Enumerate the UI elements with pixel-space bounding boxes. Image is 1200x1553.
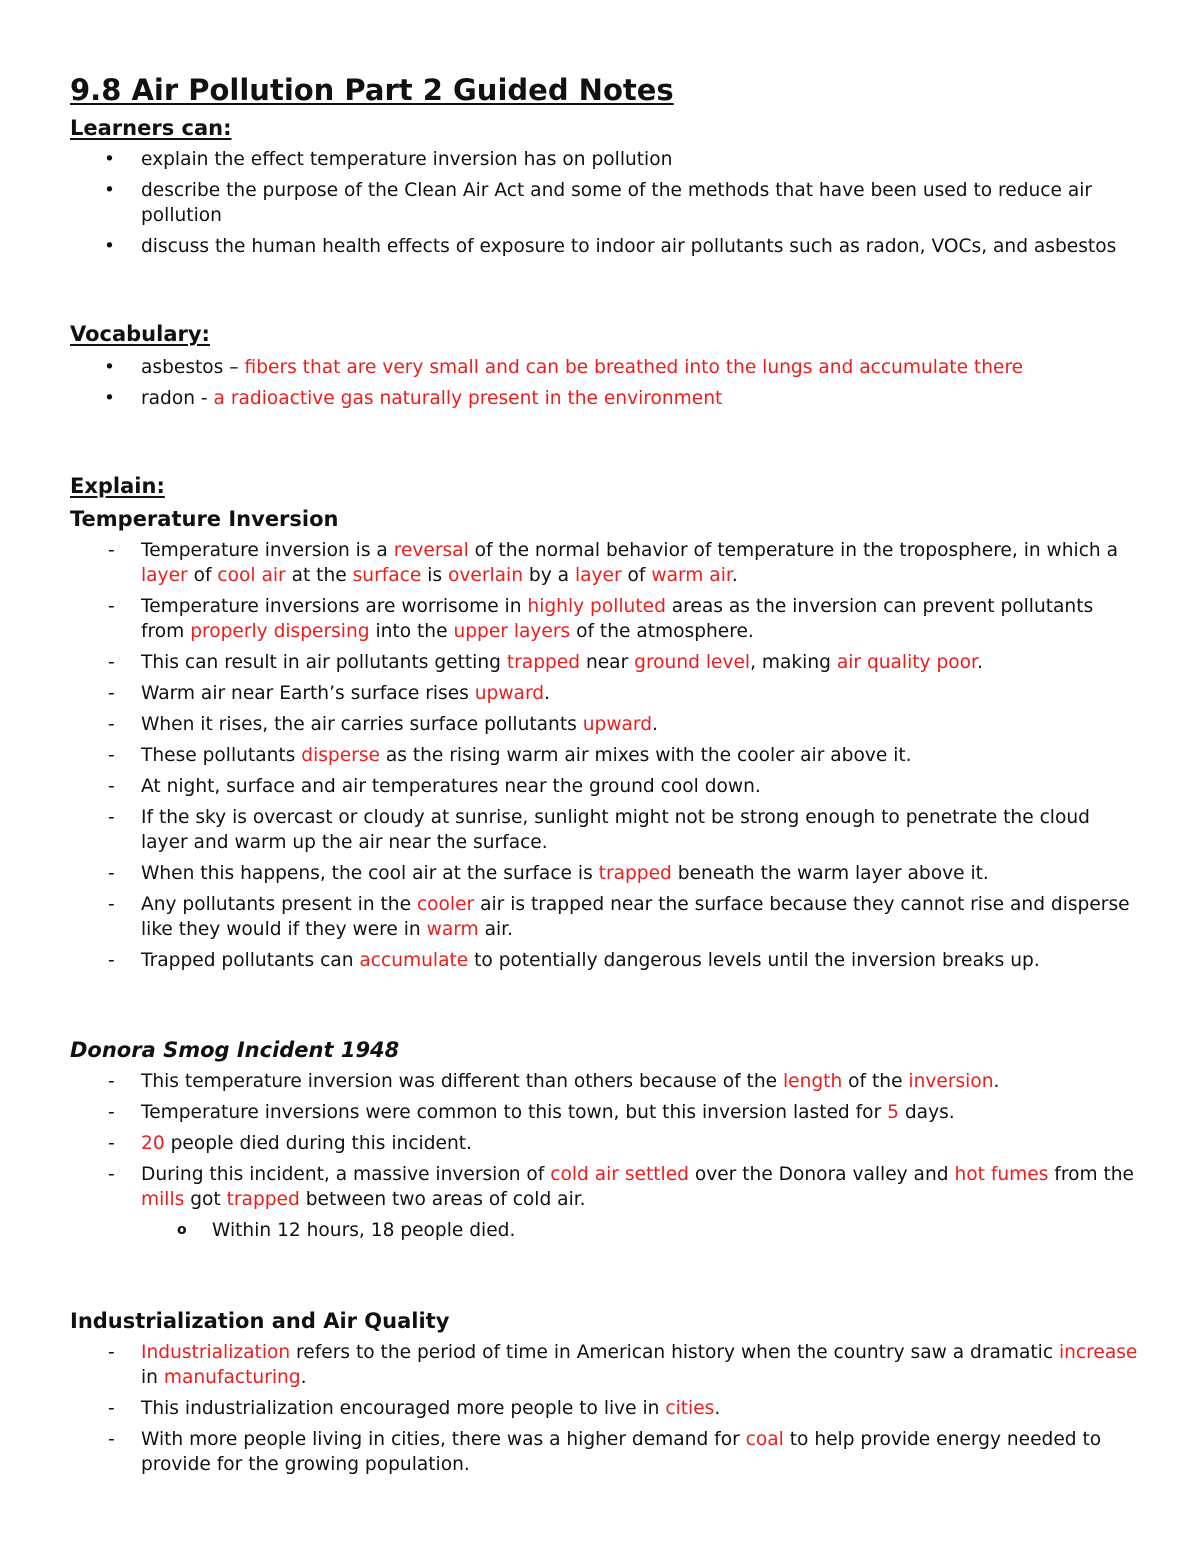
list-item	[0, 774, 1141, 799]
answer-text: 20	[141, 1133, 165, 1154]
list-marker: -	[108, 1398, 115, 1419]
answer-text: upper layers	[453, 621, 571, 642]
vocab-item	[0, 355, 1141, 380]
list-marker: -	[108, 1102, 115, 1123]
list-marker: -	[108, 807, 115, 828]
list-item	[0, 1427, 1141, 1477]
list-marker: -	[108, 776, 115, 797]
answer-text: cold air settled	[550, 1164, 689, 1185]
answer-text: inversion	[908, 1071, 994, 1092]
list-marker: -	[108, 1133, 115, 1154]
list-marker: -	[108, 894, 115, 915]
list-item	[0, 538, 1141, 588]
answer-text: upward	[582, 714, 653, 735]
list-marker: -	[108, 950, 115, 971]
list-marker: -	[108, 1342, 115, 1363]
note-text: .	[993, 1071, 1000, 1092]
note-text: This temperature inversion was different than others because of the	[141, 1071, 783, 1092]
note-text: These pollutants	[141, 745, 302, 766]
note-text: of the	[842, 1071, 909, 1092]
note-text: Temperature inversions are worrisome in	[141, 596, 528, 617]
note-text: .	[976, 652, 983, 673]
answer-text: mills	[141, 1189, 185, 1210]
note-text: At night, surface and air temperatures near the ground cool down.	[141, 776, 761, 797]
learners-heading: Learners can:	[70, 116, 232, 140]
learner-objective-text: describe the purpose of the Clean Air Act and some of the methods that have been used to reduce air pollution	[141, 180, 1093, 226]
list-item	[0, 892, 1141, 942]
list-marker: -	[108, 863, 115, 884]
note-text: refers to the period of time in American history when the country saw a dramatic	[290, 1342, 1059, 1363]
note-text: During this incident, a massive inversion of	[141, 1164, 551, 1185]
answer-text: cooler	[416, 894, 475, 915]
learner-objective-text: explain the effect temperature inversion has on pollution	[141, 149, 673, 170]
learners-list	[0, 147, 1200, 265]
vocabulary-heading: Vocabulary:	[70, 322, 210, 346]
note-text: air is trapped near the surface because they cannot rise and disperse like they would if they were in	[141, 894, 1130, 940]
note-text: .	[714, 1398, 721, 1419]
note-text: of the normal behavior of temperature in the troposphere, in which a	[468, 540, 1119, 561]
answer-text: accumulate	[359, 950, 469, 971]
list-item	[0, 1100, 1141, 1125]
note-text: areas as the inversion can prevent pollutants from	[141, 596, 1094, 642]
vocabulary-list	[0, 355, 1200, 417]
list-marker: -	[108, 745, 115, 766]
note-text: as the rising warm air mixes with the cooler air above it.	[379, 745, 912, 766]
note-text: over the Donora valley and	[688, 1164, 955, 1185]
answer-text: reversal	[393, 540, 469, 561]
answer-text: ground level	[634, 652, 751, 673]
list-marker: o	[177, 1222, 187, 1238]
note-text: .	[652, 714, 658, 735]
list-marker: •	[104, 236, 115, 257]
note-text: .	[300, 1367, 307, 1388]
note-text: to potentially dangerous levels until the inversion breaks up.	[468, 950, 1040, 971]
list-item	[0, 1396, 1141, 1421]
learner-objective-text: discuss the human health effects of exposure to indoor air pollutants such as radon, VOCs, and asbestos	[141, 236, 1117, 257]
note-text: into the	[369, 621, 454, 642]
note-text: from the	[1048, 1164, 1134, 1185]
industrialization-heading: Industrialization and Air Quality	[70, 1309, 450, 1333]
list-item	[0, 594, 1141, 644]
answer-text: warm	[426, 919, 479, 940]
answer-text: cool air	[217, 565, 286, 586]
note-text: of the atmosphere.	[570, 621, 754, 642]
explain-heading: Explain:	[70, 474, 165, 498]
list-marker: -	[108, 540, 115, 561]
vocab-definition: a radioactive gas naturally present in the environment	[213, 388, 723, 409]
answer-text: cities	[665, 1398, 715, 1419]
note-text: Any pollutants present in the	[141, 894, 417, 915]
list-item	[0, 1162, 1141, 1212]
answer-text: trapped	[598, 863, 672, 884]
list-marker: -	[108, 596, 115, 617]
answer-text: warm air	[651, 565, 732, 586]
list-marker: -	[108, 1164, 115, 1185]
note-text: .	[731, 565, 738, 586]
answer-text: hot fumes	[954, 1164, 1049, 1185]
answer-text: Industrialization	[141, 1342, 291, 1363]
list-item	[0, 861, 1141, 886]
answer-text: manufacturing	[163, 1367, 301, 1388]
list-item	[0, 650, 1141, 675]
list-marker: -	[108, 1429, 115, 1450]
answer-text: increase	[1058, 1342, 1138, 1363]
note-text: in	[141, 1367, 164, 1388]
donora-heading: Donora Smog Incident 1948	[70, 1038, 400, 1062]
list-item	[0, 805, 1141, 855]
list-item	[0, 234, 1141, 259]
answer-text: surface	[352, 565, 422, 586]
note-text: of	[187, 565, 218, 586]
list-item	[0, 1131, 1141, 1156]
note-text: Within 12 hours, 18 people died.	[212, 1220, 516, 1241]
note-text: , making	[750, 652, 837, 673]
note-text: to help provide energy needed to provide for the growing population.	[141, 1429, 1102, 1475]
list-marker: -	[108, 683, 115, 704]
note-text: When this happens, the cool air at the surface is	[141, 863, 599, 884]
note-text: Warm air near Earth’s surface rises	[141, 683, 475, 704]
answer-text: 5	[887, 1102, 899, 1123]
note-text: Trapped pollutants can	[141, 950, 360, 971]
list-item	[0, 681, 1141, 706]
vocab-definition: fibers that are very small and can be breathed into the lungs and accumulate there	[244, 357, 1024, 378]
note-text: Temperature inversion is a	[141, 540, 394, 561]
note-text: air.	[478, 919, 513, 940]
answer-text: layer	[574, 565, 622, 586]
note-text: .	[544, 683, 550, 704]
answer-text: upward	[474, 683, 545, 704]
note-text: beneath the warm layer above it.	[671, 863, 989, 884]
note-text: is	[421, 565, 449, 586]
answer-text: overlain	[448, 565, 524, 586]
list-item	[0, 743, 1141, 768]
note-text: days.	[898, 1102, 955, 1123]
donora-list	[0, 1069, 1200, 1249]
list-marker: •	[104, 149, 115, 170]
answer-text: trapped	[506, 652, 581, 673]
answer-text: disperse	[301, 745, 380, 766]
note-text: With more people living in cities, there was a higher demand for	[141, 1429, 746, 1450]
note-text: at the	[285, 565, 353, 586]
note-text: near	[580, 652, 635, 673]
answer-text: trapped	[226, 1189, 300, 1210]
industrialization-list	[0, 1340, 1200, 1483]
note-text: Temperature inversions were common to this town, but this inversion lasted for	[141, 1102, 888, 1123]
list-marker: •	[104, 180, 115, 201]
answer-text: layer	[141, 565, 188, 586]
list-marker: -	[108, 714, 115, 735]
list-marker: •	[104, 388, 115, 409]
sub-list-item	[0, 1218, 1112, 1243]
note-text: people died during this incident.	[164, 1133, 472, 1154]
answer-text: length	[782, 1071, 843, 1092]
list-item	[0, 1340, 1141, 1390]
note-text: This industrialization encouraged more people to live in	[141, 1398, 666, 1419]
list-marker: •	[104, 357, 115, 378]
temperature-inversion-heading: Temperature Inversion	[70, 507, 339, 531]
temperature-inversion-list	[0, 538, 1200, 979]
list-marker: -	[108, 1071, 115, 1092]
list-marker: -	[108, 652, 115, 673]
answer-text: air quality poor	[836, 652, 977, 673]
list-item	[0, 147, 1141, 172]
note-text: by a	[523, 565, 575, 586]
page-title: 9.8 Air Pollution Part 2 Guided Notes	[70, 73, 674, 107]
note-text: got	[184, 1189, 227, 1210]
answer-text: highly polluted	[527, 596, 666, 617]
vocab-term: radon -	[141, 388, 214, 409]
note-text: between two areas of cold air.	[299, 1189, 586, 1210]
list-item	[0, 1069, 1141, 1094]
vocab-item	[0, 386, 1141, 411]
note-text: of	[621, 565, 652, 586]
note-text: When it rises, the air carries surface pollutants	[141, 714, 583, 735]
answer-text: coal	[745, 1429, 784, 1450]
list-item	[0, 178, 1141, 228]
note-text: This can result in air pollutants getting	[141, 652, 507, 673]
vocab-term: asbestos –	[141, 357, 245, 378]
list-item	[0, 948, 1141, 973]
note-text: If the sky is overcast or cloudy at sunrise, sunlight might not be strong enough to penetrate the cloud layer and warm up the air near the surface.	[141, 807, 1090, 853]
list-item	[0, 712, 1141, 737]
answer-text: properly dispersing	[190, 621, 370, 642]
